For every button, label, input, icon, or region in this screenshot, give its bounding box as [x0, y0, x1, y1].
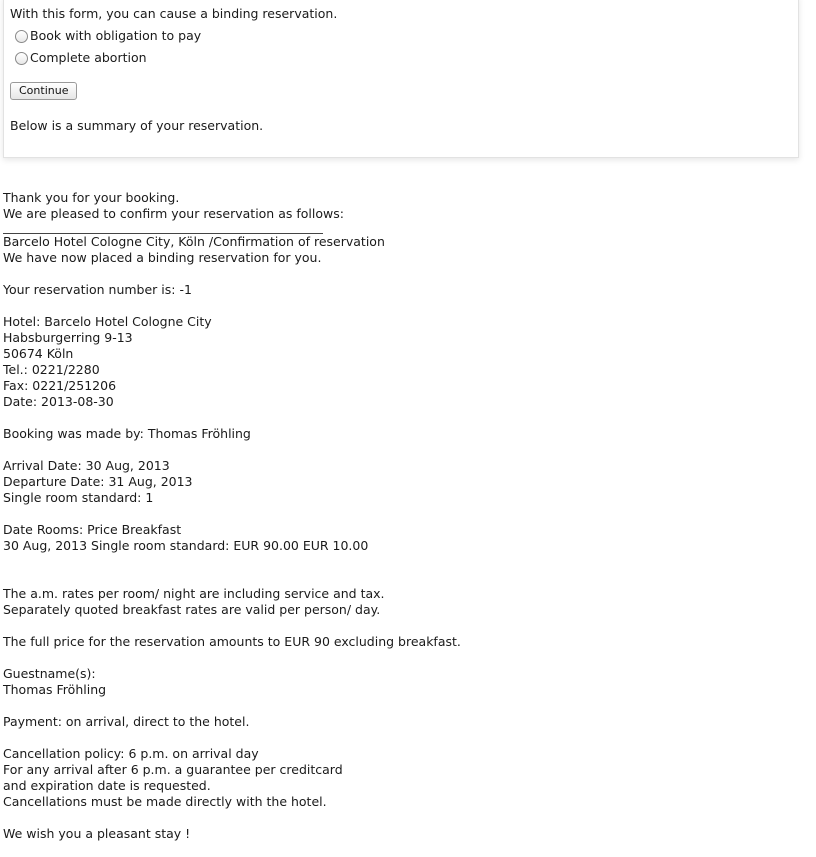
thanks-line: Thank you for your booking. — [3, 190, 180, 205]
continue-button[interactable]: Continue — [10, 82, 77, 100]
confirmation-text — [3, 190, 803, 842]
farewell: We wish you a pleasant stay ! — [3, 826, 191, 841]
reservation-form-panel — [3, 0, 799, 158]
hotel-city: 50674 Köln — [3, 346, 74, 361]
radio-label-book: Book with obligation to pay — [30, 28, 202, 43]
radio-label-abort: Complete abortion — [30, 50, 147, 65]
price-table-header: Date Rooms: Price Breakfast — [3, 522, 182, 537]
rooms-count: Single room standard: 1 — [3, 490, 154, 505]
cancellation-line: and expiration date is requested. — [3, 778, 211, 793]
guestnames-label: Guestname(s): — [3, 666, 96, 681]
radio-book-with-obligation[interactable] — [15, 28, 201, 44]
hotel-fax: Fax: 0221/251206 — [3, 378, 117, 393]
hotel-street: Habsburgerring 9-13 — [3, 330, 133, 345]
cancellation-line: For any arrival after 6 p.m. a guarantee per creditcard — [3, 762, 343, 777]
rates-note-1: The a.m. rates per room/ night are including service and tax. — [3, 586, 385, 601]
confirmation-header: Barcelo Hotel Cologne City, Köln /Confirmation of reservation — [3, 234, 385, 249]
booked-by: Booking was made by: Thomas Fröhling — [3, 426, 251, 441]
booking-date: Date: 2013-08-30 — [3, 394, 114, 409]
summary-note: Below is a summary of your reservation. — [10, 118, 264, 133]
guestname: Thomas Fröhling — [3, 682, 107, 697]
radio-button-icon[interactable] — [15, 30, 28, 43]
binding-placed-line: We have now placed a binding reservation for you. — [3, 250, 322, 265]
pleased-line: We are pleased to confirm your reservation as follows: — [3, 206, 344, 221]
price-table-row: 30 Aug, 2013 Single room standard: EUR 90.00 EUR 10.00 — [3, 538, 369, 553]
hotel-name: Hotel: Barcelo Hotel Cologne City — [3, 314, 212, 329]
departure-date: Departure Date: 31 Aug, 2013 — [3, 474, 193, 489]
cancellation-line: Cancellation policy: 6 p.m. on arrival day — [3, 746, 259, 761]
form-intro-text: With this form, you can cause a binding reservation. — [10, 6, 338, 21]
divider — [3, 222, 803, 234]
reservation-number: Your reservation number is: -1 — [3, 282, 192, 297]
hotel-tel: Tel.: 0221/2280 — [3, 362, 100, 377]
arrival-date: Arrival Date: 30 Aug, 2013 — [3, 458, 170, 473]
cancellation-line: Cancellations must be made directly with the hotel. — [3, 794, 327, 809]
rates-note-2: Separately quoted breakfast rates are valid per person/ day. — [3, 602, 381, 617]
radio-button-icon[interactable] — [15, 52, 28, 65]
full-price: The full price for the reservation amounts to EUR 90 excluding breakfast. — [3, 634, 461, 649]
payment-info: Payment: on arrival, direct to the hotel. — [3, 714, 250, 729]
radio-complete-abortion[interactable] — [15, 50, 147, 66]
